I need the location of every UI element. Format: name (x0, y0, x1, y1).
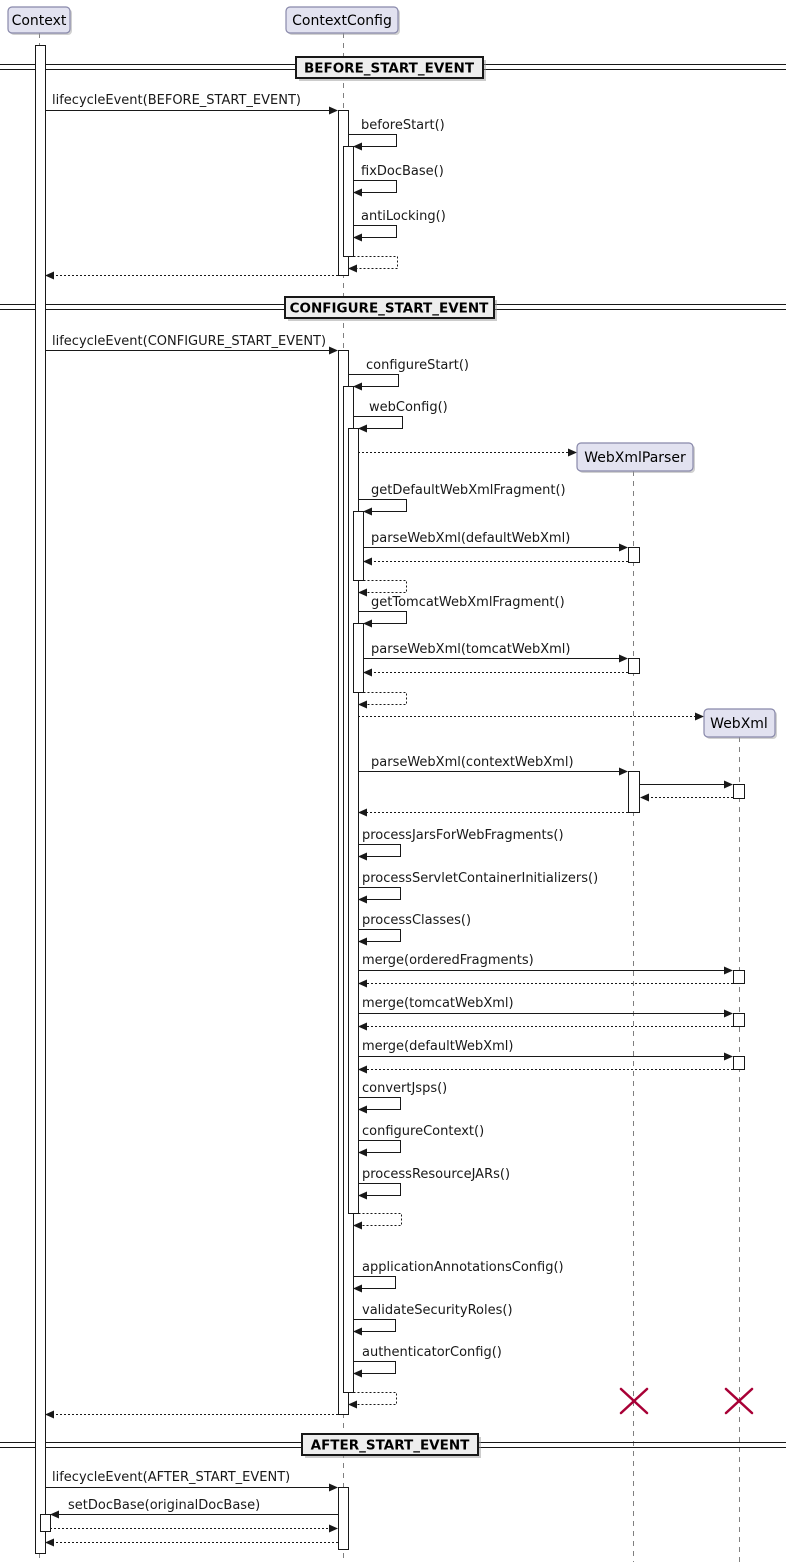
return-merge-default (358, 1066, 733, 1074)
selfreturn-webconfig (353, 1214, 402, 1230)
selfcall-webconfig (354, 417, 403, 433)
return-parsewebxml-tomcat (363, 669, 628, 677)
divider-after-label: AFTER_START_EVENT (310, 1437, 470, 1454)
activation-cc-gettomcat (354, 624, 364, 693)
activation-wxp-1 (629, 548, 640, 563)
selfreturn-gettomcat (358, 693, 407, 709)
label-beforestart: beforeStart() (361, 118, 445, 133)
label-setdocbase: setDocBase(originalDocBase) (68, 1498, 261, 1513)
selfcall-gettomcatwebxmlfragment (359, 612, 407, 628)
label-merge-default: merge(defaultWebXml) (362, 1039, 514, 1054)
label-processjars: processJarsForWebFragments() (362, 828, 564, 843)
participant-webxmlparser-label: WebXmlParser (584, 450, 686, 466)
divider-configure-label: CONFIGURE_START_EVENT (289, 300, 489, 317)
label-lifecycle-after: lifecycleEvent(AFTER_START_EVENT) (52, 1470, 291, 1485)
activation-context-setdocbase (41, 1515, 51, 1532)
message-wxp-to-wx (640, 781, 733, 789)
selfcall-processresourcejars (358, 1184, 401, 1200)
return-lifecycle-after (45, 1539, 338, 1547)
return-parsewebxml-default (363, 558, 628, 566)
label-processclasses: processClasses() (362, 913, 472, 928)
return-parsewebxml-context (358, 809, 628, 817)
label-webconfig: webConfig() (369, 400, 448, 415)
selfcall-getdefaultwebxmlfragment (359, 500, 407, 516)
label-getdefaultwebxmlfragment: getDefaultWebXmlFragment() (371, 483, 566, 498)
divider-before-label: BEFORE_START_EVENT (303, 60, 475, 77)
label-applicationannotationsconfig: applicationAnnotationsConfig() (362, 1260, 564, 1275)
activation-cc-after (339, 1488, 349, 1550)
label-configurecontext: configureContext() (362, 1124, 485, 1139)
create-webxml (358, 713, 704, 721)
label-lifecycle-configure: lifecycleEvent(CONFIGURE_START_EVENT) (52, 334, 327, 349)
selfcall-configurecontext (358, 1141, 401, 1157)
label-validatesecurityroles: validateSecurityRoles() (362, 1303, 513, 1318)
participant-contextconfig (286, 7, 400, 35)
label-merge-tomcat: merge(tomcatWebXml) (362, 996, 514, 1011)
label-gettomcatwebxmlfragment: getTomcatWebXmlFragment() (371, 595, 565, 610)
activation-cc-before-2 (344, 147, 354, 257)
label-fixdocbase: fixDocBase() (361, 164, 444, 179)
selfcall-beforestart (349, 135, 397, 151)
label-lifecycle-before: lifecycleEvent(BEFORE_START_EVENT) (52, 93, 301, 108)
label-parsewebxml-default: parseWebXml(defaultWebXml) (371, 531, 571, 546)
selfreturn-configurestart (348, 1393, 397, 1409)
create-webxmlparser (358, 449, 577, 457)
selfcall-authenticatorconfig (353, 1362, 396, 1378)
selfcall-processclasses (358, 930, 401, 946)
return-merge-ordered (358, 980, 733, 988)
activation-wxp-2 (629, 659, 640, 674)
selfreturn-beforestart (348, 257, 398, 273)
divider-before (296, 57, 486, 81)
return-setdocbase (50, 1525, 338, 1533)
selfcall-configurestart (349, 375, 399, 391)
label-processresourcejars: processResourceJARs() (362, 1167, 511, 1182)
label-authenticatorconfig: authenticatorConfig() (362, 1345, 502, 1360)
participant-context-label: Context (11, 13, 67, 29)
label-convertjsps: convertJsps() (362, 1081, 448, 1096)
return-lifecycle-before (45, 272, 338, 280)
activation-cc-getdefault (354, 512, 364, 581)
divider-configure (285, 297, 497, 321)
selfcall-antilocking (353, 226, 397, 242)
label-merge-ordered: merge(orderedFragments) (362, 953, 534, 968)
return-lifecycle-configure (45, 1411, 338, 1419)
label-processsci: processServletContainerInitializers() (362, 871, 599, 886)
participant-webxmlparser (577, 443, 695, 473)
participant-webxml (704, 709, 777, 739)
return-wx-to-wxp (640, 794, 733, 802)
selfcall-processsci (358, 888, 401, 904)
activation-wx-3 (734, 1014, 745, 1027)
activation-context-main (36, 46, 46, 1554)
selfcall-convertjsps (358, 1098, 401, 1114)
activation-wx-1 (734, 785, 745, 799)
divider-after (302, 1434, 481, 1458)
participant-context (8, 7, 72, 35)
label-parsewebxml-tomcat: parseWebXml(tomcatWebXml) (371, 642, 571, 657)
return-merge-tomcat (358, 1023, 733, 1031)
selfcall-applicationannotationsconfig (353, 1277, 396, 1293)
label-configurestart: configureStart() (366, 358, 469, 373)
activation-wx-2 (734, 971, 745, 984)
label-parsewebxml-context: parseWebXml(contextWebXml) (371, 755, 574, 770)
activation-wx-4 (734, 1057, 745, 1070)
selfcall-processjars (358, 845, 401, 861)
participant-contextconfig-label: ContextConfig (292, 13, 392, 29)
label-antilocking: antiLocking() (361, 209, 446, 224)
selfcall-fixdocbase (353, 181, 397, 197)
participant-webxml-label: WebXml (710, 716, 768, 732)
selfcall-validatesecurityroles (353, 1320, 396, 1336)
activation-bars (36, 46, 745, 1554)
activation-wxp-3 (629, 772, 640, 813)
